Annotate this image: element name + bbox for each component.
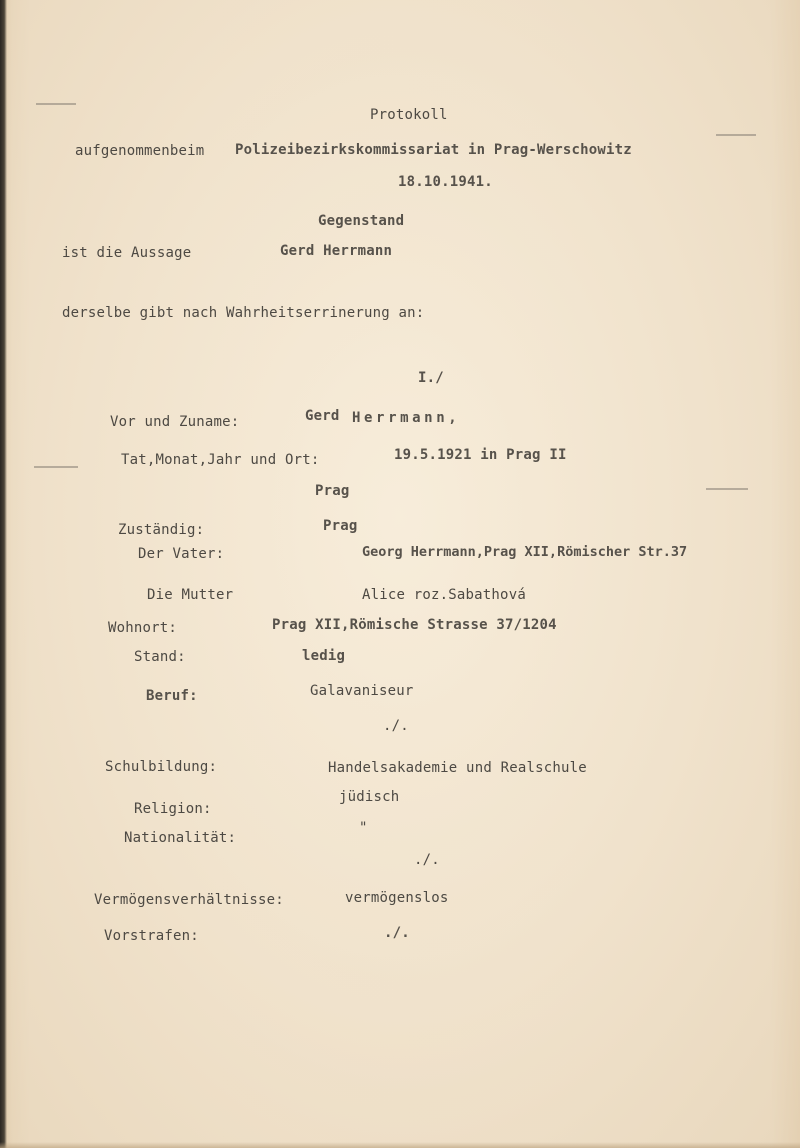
nationality-mark: ./. bbox=[414, 852, 440, 868]
religion-value: jüdisch bbox=[339, 789, 400, 805]
profession-mark: ./. bbox=[383, 718, 409, 734]
paper-speck bbox=[34, 466, 78, 468]
assets-label: Vermögensverhältnisse: bbox=[94, 892, 284, 908]
profession-label: Beruf: bbox=[146, 688, 198, 704]
oath-line: derselbe gibt nach Wahrheitserrinerung an: bbox=[62, 305, 425, 321]
paper-speck bbox=[36, 103, 76, 105]
prior-convictions-value: ./. bbox=[384, 925, 410, 941]
zustaendig-label: Zuständig: bbox=[118, 522, 205, 538]
statement-label: ist die Aussage bbox=[62, 245, 192, 261]
section-number: I./ bbox=[418, 370, 444, 386]
prior-convictions-label: Vorstrafen: bbox=[104, 928, 199, 944]
mother-label: Die Mutter bbox=[147, 587, 234, 603]
residence-label: Wohnort: bbox=[108, 620, 178, 636]
office-name: Polizeibezirkskommissariat in Prag-Werschowitz bbox=[235, 142, 632, 158]
name-label: Vor und Zuname: bbox=[110, 414, 240, 430]
paper-speck bbox=[706, 488, 748, 490]
religion-label: Religion: bbox=[134, 801, 212, 817]
birth-value: 19.5.1921 in Prag II bbox=[394, 447, 567, 463]
nationality-label: Nationalität: bbox=[124, 830, 237, 846]
name-first-value: Gerd bbox=[305, 408, 340, 424]
paper-speck bbox=[716, 134, 756, 136]
nationality-value: " bbox=[359, 820, 368, 836]
page-bottom-edge bbox=[0, 1142, 800, 1148]
status-value: ledig bbox=[302, 648, 346, 664]
name-last-value: Herrmann, bbox=[352, 410, 461, 426]
status-label: Stand: bbox=[134, 649, 186, 665]
education-label: Schulbildung: bbox=[105, 759, 218, 775]
birth-label: Tat,Monat,Jahr und Ort: bbox=[121, 452, 320, 468]
intro-prefix: aufgenommenbeim bbox=[75, 143, 205, 159]
mother-value: Alice roz.Sabathová bbox=[362, 587, 526, 603]
residence-value: Prag XII,Römische Strasse 37/1204 bbox=[272, 617, 557, 633]
document-title: Protokoll bbox=[370, 107, 448, 123]
statement-name: Gerd Herrmann bbox=[280, 243, 393, 259]
father-value: Georg Herrmann,Prag XII,Römischer Str.37 bbox=[362, 544, 688, 560]
profession-value: Galavaniseur bbox=[310, 683, 414, 699]
page-edge-shadow bbox=[0, 0, 7, 1148]
assets-value: vermögenslos bbox=[345, 890, 449, 906]
domicile-extra-value: Prag bbox=[315, 483, 350, 499]
subject-label: Gegenstand bbox=[318, 213, 405, 229]
education-value: Handelsakademie und Realschule bbox=[328, 760, 587, 776]
zustaendig-value: Prag bbox=[323, 518, 358, 534]
father-label: Der Vater: bbox=[138, 546, 225, 562]
document-date: 18.10.1941. bbox=[398, 174, 493, 190]
